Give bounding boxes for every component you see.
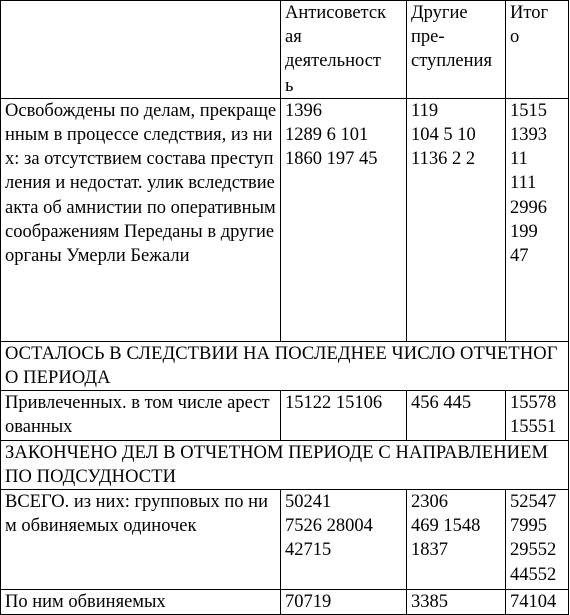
involved-anti: 15122 15106: [281, 391, 407, 440]
total-other: 2306 469 1548 1837: [407, 490, 506, 590]
involved-total: 15578 15551: [506, 391, 569, 440]
total-anti: 50241 7526 28004 42715: [281, 490, 407, 590]
released-anti: 1396 1289 6 101 1860 197 45: [281, 98, 407, 341]
section-row-finished: [1, 440, 569, 489]
table-row-accused: [1, 590, 569, 615]
involved-label: Привлеченных. в том числе арестованных: [1, 391, 281, 440]
table-row-released: [1, 98, 569, 341]
header-other-crimes: Другие пре- ступления: [407, 1, 506, 99]
accused-total: 74104: [506, 590, 569, 615]
section-finished-heading: ЗАКОНЧЕНО ДЕЛ В ОТЧЕТНОМ ПЕРИОДЕ С НАПРАВЛЕНИЕМ ПО ПОДСУДНОСТИ: [1, 440, 569, 489]
header-total: Итог о: [506, 1, 569, 99]
released-total: 1515 1393 11 111 2996 199 47: [506, 98, 569, 341]
section-remaining-heading: ОСТАЛОСЬ В СЛЕДСТВИИ НА ПОСЛЕДНЕЕ ЧИСЛО ОТЧЕТНОГО ПЕРИОДА: [1, 341, 569, 390]
table-row-involved: [1, 391, 569, 440]
table-row-total: [1, 490, 569, 590]
released-label: Освобождены по делам, прекращенным в процессе следствия, из них: за отсутствием состава преступления и недостат. улик вследствие акта об амнистии по оперативным соображениям Переданы в другие органы Умерли Бежали: [1, 98, 281, 341]
accused-label: По ним обвиняемых: [1, 590, 281, 615]
header-empty-cell: [1, 1, 281, 99]
section-row-remaining: [1, 341, 569, 390]
total-label: ВСЕГО. из них: групповых по ним обвиняемых одиночек: [1, 490, 281, 590]
header-anti-soviet: Антисоветск ая деятельност ь: [281, 1, 407, 99]
accused-anti: 70719: [281, 590, 407, 615]
total-total: 52547 7995 29552 44552: [506, 490, 569, 590]
released-other: 119 104 5 10 1136 2 2: [407, 98, 506, 341]
header-row: [1, 1, 569, 99]
involved-other: 456 445: [407, 391, 506, 440]
accused-other: 3385: [407, 590, 506, 615]
